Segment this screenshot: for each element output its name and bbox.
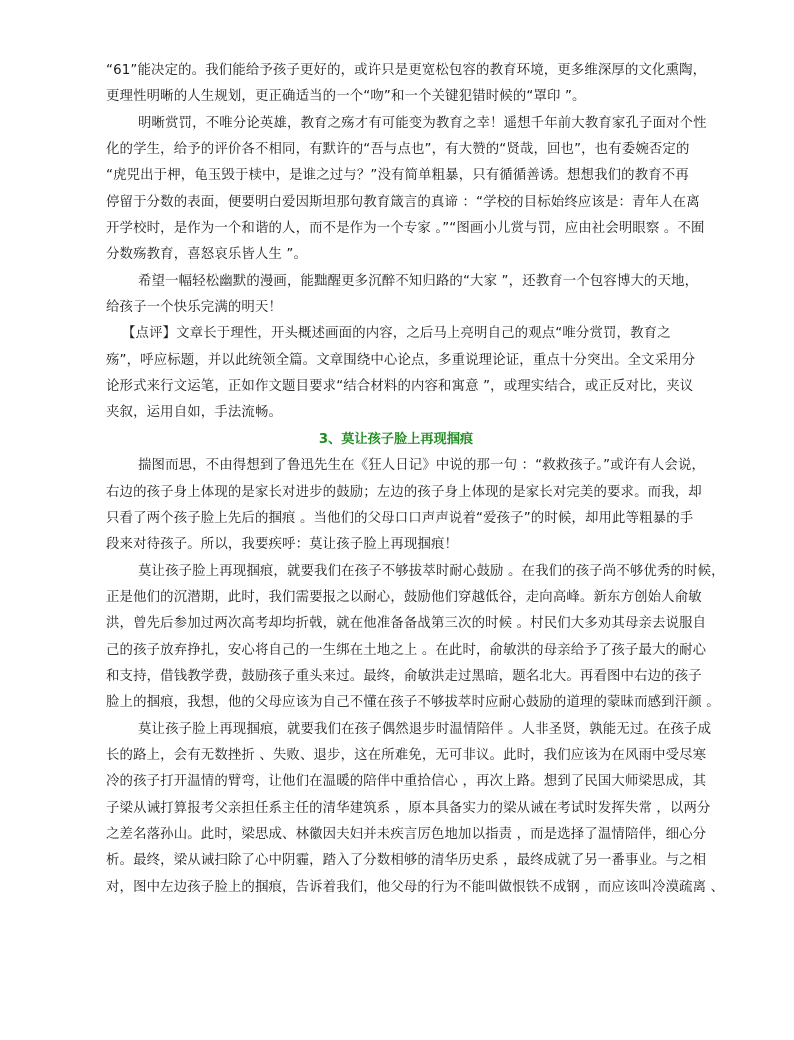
text-line: 己的孩子放弃挣扎，安心将自己的一生绑在土地之上 。在此时，俞敏洪的母亲给予了孩子最大的耐心	[106, 642, 707, 658]
text-line: 长的路上，会有无数挫折 、失败、退步，这在所难免，无可非议。此时，我们应该为在风雨中受尽寒	[106, 747, 707, 763]
text-line: 正是他们的沉潜期，此时，我们需要报之以耐心，鼓励他们穿越低谷，走向高峰。新东方创始人俞敏	[106, 589, 702, 605]
text-line: 之差名落孙山。此时，梁思成、林徽因夫妇并未疾言厉色地加以指责 ，而是选择了温情陪伴，细心分	[106, 826, 707, 842]
text-line: 莫让孩子脸上再现掴痕，就要我们在孩子不够拔萃时耐心鼓励 。在我们的孩子尚不够优秀的时候，	[138, 563, 725, 579]
text-line: 冷的孩子打开温情的臂弯，让他们在温暖的陪伴中重拾信心 ，再次上路。想到了民国大师梁思成，其	[106, 774, 707, 790]
text-line: 更理性明晰的人生规划，更正确适当的一个“吻”和一个关键犯错时候的“罩印 ”。	[106, 89, 586, 105]
text-line: 论形式来行文运笔，正如作文题目要求“结合材料的内容和寓意 ”，或理实结合，或正反对比，夹议	[106, 379, 694, 395]
essay-body	[106, 58, 725, 901]
text-line: 脸上的掴痕，我想，他的父母应该为自己不懂在孩子不够拔萃时应耐心鼓励的道理的蒙昧而感到汗颜 。	[106, 695, 720, 711]
text-line: 给孩子一个快乐完满的明天！	[106, 300, 283, 316]
text-line: 开学校时，是作为一个和谐的人，而不是作为一个专家 。”“图画小儿赏与罚，应由社会明眼察 。不囿	[106, 221, 705, 237]
text-line: 明晰赏罚，不唯分论英雄，教育之殇才有可能变为教育之幸！遥想千年前大教育家孔子面对个性	[138, 115, 707, 131]
text-line: 分数殇教育，喜怒哀乐皆人生 ”。	[106, 247, 308, 263]
text-line: 右边的孩子身上体现的是家长对进步的鼓励；左边的孩子身上体现的是家长对完美的要求。而我，却	[106, 484, 702, 500]
text-line: 洪，曾先后参加过两次高考却均折戟，就在他准备备战第三次的时候 。村民们大多劝其母亲去说服自	[106, 616, 707, 632]
section-heading: 3、莫让孩子脸上再现掴痕	[318, 431, 474, 447]
text-line: 对，图中左边孩子脸上的掴痕，告诉着我们，他父母的行为不能叫做恨铁不成钢 ，而应该叫冷漠疏离 、	[106, 879, 725, 895]
text-line: 化的学生，给予的评价各不相同，有默许的“吾与点也”，有大赞的“贤哉，回也”，也有委婉否定的	[106, 142, 690, 158]
text-line: 希望一幅轻松幽默的漫画，能黜醒更多沉醉不知归路的“大家 ”，还教育一个包容博大的天地，	[138, 273, 699, 289]
text-line: 只看了两个孩子脸上先后的掴痕 。当他们的父母口口声声说着“爱孩子”的时候，却用此等粗暴的手	[106, 510, 694, 526]
text-line: 【点评】文章长于理性，开头概述画面的内容，之后马上亮明自己的观点“唯分赏罚，教育之	[122, 326, 671, 342]
text-line: 夹叙，运用自如，手法流畅。	[106, 405, 283, 421]
text-line: 停留于分数的表面，便要明白爱因斯坦那句教育箴言的真谛 ：“学校的目标始终应该是：青年人在离	[106, 194, 700, 210]
text-line: 和支持，借钱教学费，鼓励孩子重头来过。最终，俞敏洪走过黑暗，题名北大。再看图中右边的孩子	[106, 668, 702, 684]
text-line: 莫让孩子脸上再现掴痕，就要我们在孩子偶然退步时温情陪伴 。人非圣贤，孰能无过。在孩子成	[138, 721, 712, 737]
text-line: 子梁从诫打算报考父亲担任系主任的清华建筑系 ，原本具备实力的梁从诫在考试时发挥失常 ，以两分	[106, 800, 711, 816]
text-line: “61”能决定的。我们能给予孩子更好的，或许只是更宽松包容的教育环境，更多维深厚的文化熏陶，	[106, 63, 707, 78]
text-line: 殇”，呼应标题，并以此统领全篇。文章围绕中心论点，多重说理论证，重点十分突出。全文采用分	[106, 352, 696, 368]
text-line: “虎兕出于柙，龟玉毁于椟中，是谁之过与？”没有简单粗暴，只有循循善诱。想想我们的教育不再	[106, 168, 689, 184]
text-line: 揣图而思，不由得想到了鲁迅先生在《狂人日记》中说的那一句 ：“救救孩子。”或许有人会说，	[138, 458, 706, 474]
text-line: 段来对待孩子。所以，我要疾呼：莫让孩子脸上再现掴痕！	[106, 537, 459, 553]
text-line: 析。最终，梁从诫扫除了心中阴霾，踏入了分数相够的清华历史系 ，最终成就了另一番事业。与之相	[106, 853, 707, 869]
